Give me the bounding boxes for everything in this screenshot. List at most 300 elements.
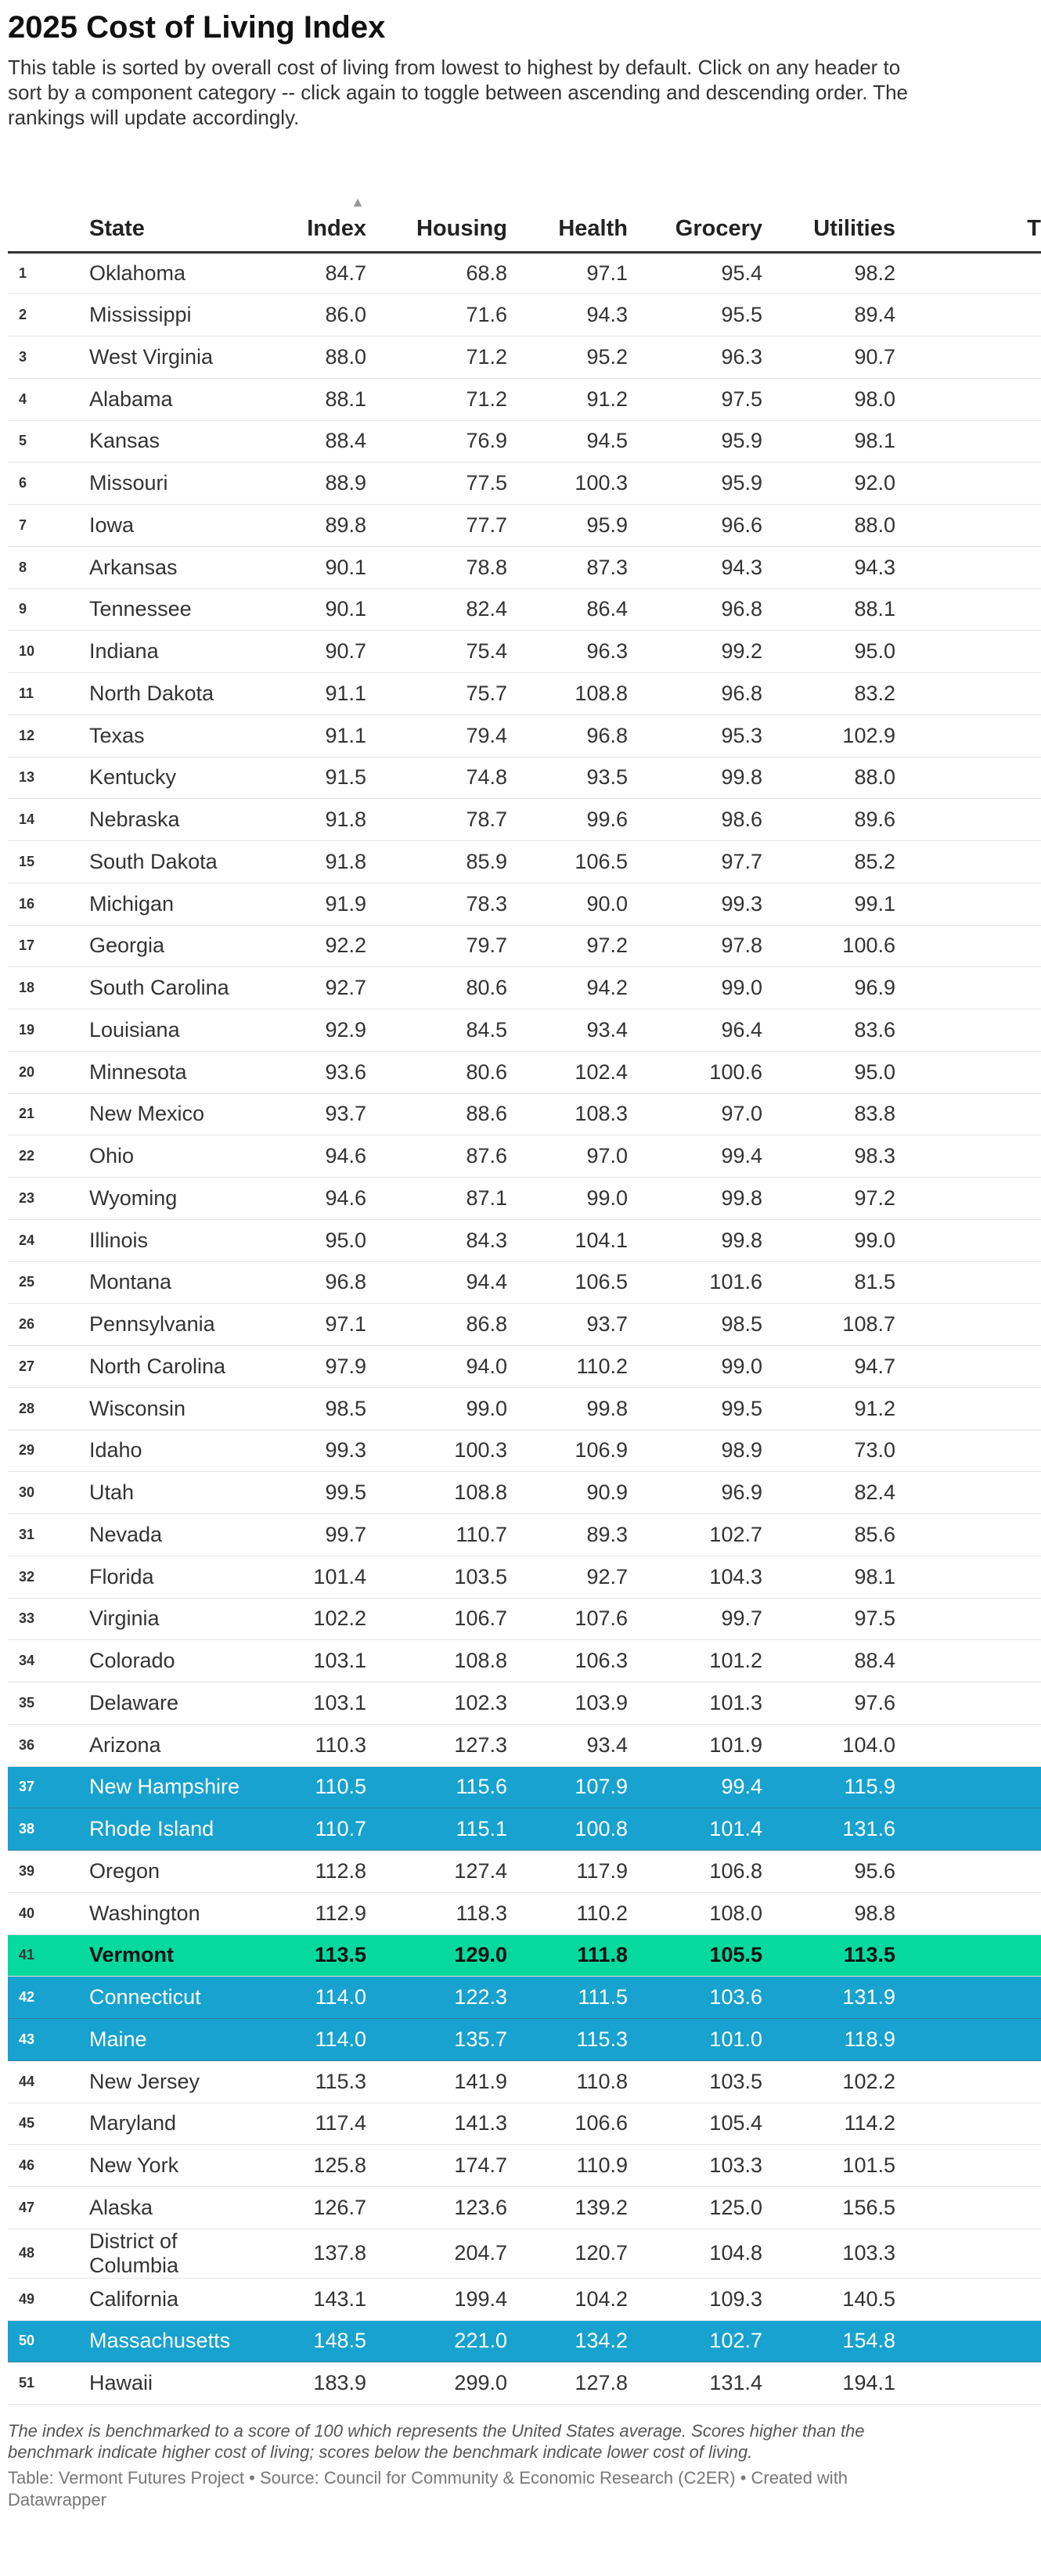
index-cell: 110.5: [269, 1766, 366, 1808]
utilities-cell: 156.5: [762, 2187, 895, 2229]
index-cell: 88.1: [269, 378, 366, 420]
table-row: [8, 1808, 1041, 1851]
grocery-cell: 95.4: [628, 252, 762, 294]
index-cell: 95.0: [269, 1219, 366, 1261]
header-grocery[interactable]: Grocery: [628, 178, 762, 252]
state-cell: [89, 1808, 269, 1851]
grocery-cell: 96.4: [628, 1009, 762, 1052]
state-name: South Dakota: [89, 849, 218, 873]
index-cell: 84.7: [269, 252, 366, 294]
state-name: New York: [89, 2153, 179, 2178]
index-cell: 148.5: [269, 2320, 366, 2362]
grocery-cell: 94.3: [628, 546, 762, 588]
housing-cell: 77.7: [366, 505, 507, 547]
rank-cell: 44: [8, 2060, 89, 2103]
rank-cell: 32: [8, 1556, 89, 1598]
health-cell: 95.9: [507, 505, 628, 547]
rank-cell: 33: [8, 1598, 89, 1640]
table-row: [8, 967, 1041, 1009]
rank-cell: 19: [8, 1009, 89, 1052]
table-container[interactable]: [8, 178, 1041, 2405]
housing-cell: 75.7: [366, 673, 507, 715]
state-name: Nebraska: [89, 808, 180, 832]
health-cell: 94.2: [507, 967, 628, 1009]
state-cell: [89, 505, 269, 547]
housing-cell: 84.3: [366, 1219, 507, 1261]
grocery-cell: 103.3: [628, 2145, 762, 2187]
index-cell: 103.1: [269, 1640, 366, 1682]
health-cell: 97.1: [507, 252, 628, 294]
housing-cell: 100.3: [366, 1430, 507, 1472]
health-cell: 111.8: [507, 1934, 628, 1977]
rank-cell: 10: [8, 631, 89, 673]
transportation-cell: [895, 631, 1041, 673]
table-row: [8, 1556, 1041, 1598]
transportation-cell: [895, 2103, 1041, 2145]
grocery-cell: 102.7: [628, 2320, 762, 2362]
rank-cell: 4: [8, 378, 89, 420]
utilities-cell: 194.1: [762, 2362, 895, 2405]
housing-cell: 127.3: [366, 1724, 507, 1766]
index-cell: 88.4: [269, 420, 366, 462]
transportation-cell: [895, 252, 1041, 294]
utilities-cell: 98.8: [762, 1892, 895, 1934]
housing-cell: 108.8: [366, 1640, 507, 1682]
state-cell: [89, 1261, 269, 1304]
transportation-cell: [895, 546, 1041, 588]
utilities-cell: 108.7: [762, 1304, 895, 1346]
rank-cell: 7: [8, 505, 89, 547]
health-cell: 120.7: [507, 2229, 628, 2278]
health-cell: 93.4: [507, 1009, 628, 1052]
state-name: Hawaii: [89, 2371, 153, 2395]
rank-cell: 42: [8, 1977, 89, 2019]
grocery-cell: 97.5: [628, 378, 762, 420]
index-cell: 93.7: [269, 1093, 366, 1135]
table-row: [8, 462, 1041, 505]
grocery-cell: 109.3: [628, 2278, 762, 2320]
grocery-cell: 95.9: [628, 420, 762, 462]
state-cell: [89, 1598, 269, 1640]
state-cell: [89, 1304, 269, 1346]
index-cell: 125.8: [269, 2145, 366, 2187]
grocery-cell: 96.3: [628, 336, 762, 379]
utilities-cell: 88.1: [762, 588, 895, 631]
state-cell: [89, 420, 269, 462]
table-row: [8, 2362, 1041, 2405]
transportation-cell: [895, 1808, 1041, 1851]
state-name: Kentucky: [89, 765, 177, 790]
state-cell: [89, 883, 269, 925]
utilities-cell: 97.5: [762, 1598, 895, 1640]
transportation-cell: [895, 1219, 1041, 1261]
grocery-cell: 101.2: [628, 1640, 762, 1682]
housing-cell: 115.6: [366, 1766, 507, 1808]
transportation-cell: [895, 967, 1041, 1009]
utilities-cell: 98.1: [762, 1556, 895, 1598]
rank-cell: 11: [8, 673, 89, 715]
utilities-cell: 95.0: [762, 631, 895, 673]
housing-cell: 94.4: [366, 1261, 507, 1304]
table-row: [8, 673, 1041, 715]
index-cell: 93.6: [269, 1051, 366, 1093]
state-name: West Virginia: [89, 344, 214, 369]
index-cell: 99.3: [269, 1430, 366, 1472]
grocery-cell: 103.5: [628, 2060, 762, 2103]
index-cell: 91.8: [269, 799, 366, 841]
state-cell: [89, 1851, 269, 1893]
state-name: Maryland: [89, 2111, 177, 2135]
transportation-cell: [895, 1430, 1041, 1472]
state-name: Delaware: [89, 1690, 179, 1714]
utilities-cell: 88.4: [762, 1640, 895, 1682]
state-cell: [89, 1892, 269, 1934]
health-cell: 104.2: [507, 2278, 628, 2320]
table-row: [8, 2278, 1041, 2320]
table-row: [8, 420, 1041, 462]
state-cell: [89, 673, 269, 715]
table-row: [8, 1009, 1041, 1052]
state-name: New Jersey: [89, 2069, 200, 2093]
state-name: Mississippi: [89, 303, 192, 327]
health-cell: 93.7: [507, 1304, 628, 1346]
transportation-cell: [895, 1346, 1041, 1388]
table-row: [8, 1219, 1041, 1261]
index-cell: 114.0: [269, 1977, 366, 2019]
table-row: [8, 336, 1041, 379]
table-row: [8, 799, 1041, 841]
housing-cell: 99.0: [366, 1387, 507, 1430]
header-index-label: Index: [307, 215, 366, 241]
health-cell: 107.6: [507, 1598, 628, 1640]
health-cell: 117.9: [507, 1851, 628, 1893]
state-cell: [89, 2278, 269, 2320]
state-cell: [89, 2060, 269, 2103]
housing-cell: 129.0: [366, 1934, 507, 1977]
grocery-cell: 96.6: [628, 505, 762, 547]
index-cell: 91.8: [269, 841, 366, 883]
grocery-cell: 96.8: [628, 673, 762, 715]
utilities-cell: 95.6: [762, 1851, 895, 1893]
header-row: [8, 178, 1041, 252]
table-row: [8, 1051, 1041, 1093]
rank-cell: 9: [8, 588, 89, 631]
rank-cell: 39: [8, 1851, 89, 1893]
utilities-cell: 115.9: [762, 1766, 895, 1808]
state-name: Indiana: [89, 639, 159, 664]
header-utilities[interactable]: Utilities: [762, 178, 895, 252]
footer: [8, 2420, 931, 2511]
index-cell: 86.0: [269, 294, 366, 336]
state-cell: [89, 841, 269, 883]
transportation-cell: [895, 714, 1041, 757]
utilities-cell: 88.0: [762, 757, 895, 799]
housing-cell: 199.4: [366, 2278, 507, 2320]
housing-cell: 77.5: [366, 462, 507, 505]
utilities-cell: 94.3: [762, 546, 895, 588]
health-cell: 91.2: [507, 378, 628, 420]
table-row: [8, 2320, 1041, 2362]
housing-cell: 71.2: [366, 378, 507, 420]
utilities-cell: 94.7: [762, 1346, 895, 1388]
health-cell: 94.5: [507, 420, 628, 462]
rank-cell: 13: [8, 757, 89, 799]
utilities-cell: 102.2: [762, 2060, 895, 2103]
source-credit: Table: Vermont Futures Project • Source: Council for Community & Economic Research (C2ER) • Created with Datawrapper: [8, 2468, 848, 2509]
table-row: [8, 2060, 1041, 2103]
transportation-cell: [895, 1304, 1041, 1346]
state-cell: [89, 378, 269, 420]
utilities-cell: 113.5: [762, 1934, 895, 1977]
rank-cell: 36: [8, 1724, 89, 1766]
state-name: Illinois: [89, 1228, 149, 1252]
housing-cell: 122.3: [366, 1977, 507, 2019]
table-row: [8, 1261, 1041, 1304]
table-row: [8, 1766, 1041, 1808]
transportation-cell: [895, 294, 1041, 336]
health-cell: 110.2: [507, 1892, 628, 1934]
index-cell: 92.2: [269, 925, 366, 967]
grocery-cell: 99.8: [628, 1219, 762, 1261]
header-health[interactable]: Health: [507, 178, 628, 252]
utilities-cell: 99.1: [762, 883, 895, 925]
rank-cell: 40: [8, 1892, 89, 1934]
health-cell: 106.9: [507, 1430, 628, 1472]
table-row: [8, 1135, 1041, 1178]
table-row: [8, 1682, 1041, 1725]
rank-cell: 25: [8, 1261, 89, 1304]
state-cell: [89, 1135, 269, 1178]
header-transportation[interactable]: T: [895, 178, 1041, 252]
index-cell: 91.1: [269, 673, 366, 715]
utilities-cell: 92.0: [762, 462, 895, 505]
state-cell: [89, 1556, 269, 1598]
transportation-cell: [895, 1934, 1041, 1977]
grocery-cell: 98.6: [628, 799, 762, 841]
state-cell: [89, 2362, 269, 2405]
table-body: [8, 252, 1041, 2405]
health-cell: 99.8: [507, 1387, 628, 1430]
housing-cell: 221.0: [366, 2320, 507, 2362]
health-cell: 139.2: [507, 2187, 628, 2229]
state-cell: [89, 252, 269, 294]
state-name: Pennsylvania: [89, 1312, 215, 1337]
grocery-cell: 104.3: [628, 1556, 762, 1598]
health-cell: 87.3: [507, 546, 628, 588]
state-cell: [89, 1430, 269, 1472]
housing-cell: 86.8: [366, 1304, 507, 1346]
state-cell: [89, 2145, 269, 2187]
index-cell: 90.1: [269, 588, 366, 631]
index-cell: 90.1: [269, 546, 366, 588]
grocery-cell: 131.4: [628, 2362, 762, 2405]
transportation-cell: [895, 1261, 1041, 1304]
state-name: Oregon: [89, 1858, 160, 1883]
table-row: [8, 588, 1041, 631]
table-row: [8, 1598, 1041, 1640]
state-cell: [89, 1934, 269, 1977]
state-cell: [89, 1219, 269, 1261]
health-cell: 111.5: [507, 1977, 628, 2019]
housing-cell: 102.3: [366, 1682, 507, 1725]
utilities-cell: 83.8: [762, 1093, 895, 1135]
state-cell: [89, 462, 269, 505]
grocery-cell: 102.7: [628, 1514, 762, 1556]
housing-cell: 74.8: [366, 757, 507, 799]
health-cell: 108.3: [507, 1093, 628, 1135]
housing-cell: 80.6: [366, 967, 507, 1009]
utilities-cell: 97.6: [762, 1682, 895, 1725]
rank-cell: 23: [8, 1178, 89, 1220]
index-cell: 99.7: [269, 1514, 366, 1556]
health-cell: 95.2: [507, 336, 628, 379]
table-row: [8, 1178, 1041, 1220]
state-cell: [89, 1640, 269, 1682]
housing-cell: 135.7: [366, 2019, 507, 2061]
health-cell: 110.2: [507, 1346, 628, 1388]
state-name: Oklahoma: [89, 261, 186, 285]
transportation-cell: [895, 1977, 1041, 2019]
header-index[interactable]: [269, 178, 366, 252]
housing-cell: 204.7: [366, 2229, 507, 2278]
state-name: Iowa: [89, 513, 135, 537]
rank-cell: 5: [8, 420, 89, 462]
header-state[interactable]: State: [89, 178, 269, 252]
transportation-cell: [895, 1598, 1041, 1640]
housing-cell: 106.7: [366, 1598, 507, 1640]
rank-cell: 6: [8, 462, 89, 505]
state-name: Missouri: [89, 471, 168, 495]
grocery-cell: 101.6: [628, 1261, 762, 1304]
index-cell: 102.2: [269, 1598, 366, 1640]
index-cell: 103.1: [269, 1682, 366, 1725]
health-cell: 89.3: [507, 1514, 628, 1556]
table-row: [8, 757, 1041, 799]
utilities-cell: 91.2: [762, 1387, 895, 1430]
state-name: Wyoming: [89, 1185, 178, 1210]
utilities-cell: 103.3: [762, 2229, 895, 2278]
table-row: [8, 505, 1041, 547]
state-cell: [89, 2229, 269, 2278]
table-row: [8, 546, 1041, 588]
state-name: South Carolina: [89, 976, 229, 1000]
health-cell: 93.5: [507, 757, 628, 799]
table-row: [8, 1724, 1041, 1766]
utilities-cell: 100.6: [762, 925, 895, 967]
chart-title: 2025 Cost of Living Index: [8, 10, 386, 45]
index-cell: 92.9: [269, 1009, 366, 1052]
health-cell: 106.5: [507, 841, 628, 883]
state-name: Vermont: [89, 1943, 175, 1967]
state-name: New Hampshire: [89, 1775, 240, 1799]
state-name: Texas: [89, 723, 145, 747]
housing-cell: 141.3: [366, 2103, 507, 2145]
rank-cell: 12: [8, 714, 89, 757]
state-cell: [89, 1514, 269, 1556]
state-name: California: [89, 2286, 179, 2311]
transportation-cell: [895, 420, 1041, 462]
housing-cell: 299.0: [366, 2362, 507, 2405]
state-name: Nevada: [89, 1522, 163, 1546]
grocery-cell: 97.7: [628, 841, 762, 883]
utilities-cell: 114.2: [762, 2103, 895, 2145]
state-cell: [89, 1346, 269, 1388]
index-cell: 112.9: [269, 1892, 366, 1934]
transportation-cell: [895, 2060, 1041, 2103]
header-housing[interactable]: Housing: [366, 178, 507, 252]
transportation-cell: [895, 1093, 1041, 1135]
utilities-cell: 98.0: [762, 378, 895, 420]
grocery-cell: 99.2: [628, 631, 762, 673]
transportation-cell: [895, 883, 1041, 925]
housing-cell: 79.4: [366, 714, 507, 757]
state-cell: [89, 757, 269, 799]
state-name: Colorado: [89, 1649, 175, 1673]
footnote: The index is benchmarked to a score of 100 which represents the United States average. Scores higher than the benchmark indicate higher cost of living; scores below the benchmark indicate lower cost of living.: [8, 2421, 865, 2462]
housing-cell: 123.6: [366, 2187, 507, 2229]
transportation-cell: [895, 2145, 1041, 2187]
utilities-cell: 81.5: [762, 1261, 895, 1304]
housing-cell: 87.6: [366, 1135, 507, 1178]
state-name: Massachusetts: [89, 2329, 231, 2353]
housing-cell: 174.7: [366, 2145, 507, 2187]
utilities-cell: 85.6: [762, 1514, 895, 1556]
grocery-cell: 105.5: [628, 1934, 762, 1977]
rank-cell: 26: [8, 1304, 89, 1346]
state-cell: [89, 714, 269, 757]
rank-cell: 28: [8, 1387, 89, 1430]
state-cell: [89, 2019, 269, 2061]
index-cell: 117.4: [269, 2103, 366, 2145]
table-row: [8, 378, 1041, 420]
table-row: [8, 1093, 1041, 1135]
grocery-cell: 99.3: [628, 883, 762, 925]
index-cell: 98.5: [269, 1387, 366, 1430]
state-name: New Mexico: [89, 1102, 205, 1126]
transportation-cell: [895, 2229, 1041, 2278]
state-cell: [89, 799, 269, 841]
rank-cell: 21: [8, 1093, 89, 1135]
health-cell: 127.8: [507, 2362, 628, 2405]
health-cell: 100.8: [507, 1808, 628, 1851]
table-row: [8, 2187, 1041, 2229]
utilities-cell: 89.6: [762, 799, 895, 841]
state-name: Washington: [89, 1901, 200, 1925]
state-name: Arizona: [89, 1732, 161, 1757]
health-cell: 107.9: [507, 1766, 628, 1808]
housing-cell: 78.8: [366, 546, 507, 588]
utilities-cell: 90.7: [762, 336, 895, 379]
transportation-cell: [895, 588, 1041, 631]
housing-cell: 110.7: [366, 1514, 507, 1556]
transportation-cell: [895, 336, 1041, 379]
rank-cell: 27: [8, 1346, 89, 1388]
utilities-cell: 104.0: [762, 1724, 895, 1766]
health-cell: 103.9: [507, 1682, 628, 1725]
index-cell: 88.0: [269, 336, 366, 379]
housing-cell: 118.3: [366, 1892, 507, 1934]
rank-cell: 20: [8, 1051, 89, 1093]
utilities-cell: 85.2: [762, 841, 895, 883]
health-cell: 86.4: [507, 588, 628, 631]
state-cell: [89, 2187, 269, 2229]
housing-cell: 75.4: [366, 631, 507, 673]
utilities-cell: 98.1: [762, 420, 895, 462]
transportation-cell: [895, 841, 1041, 883]
transportation-cell: [895, 1556, 1041, 1598]
grocery-cell: 98.9: [628, 1430, 762, 1472]
state-name: North Carolina: [89, 1354, 226, 1378]
